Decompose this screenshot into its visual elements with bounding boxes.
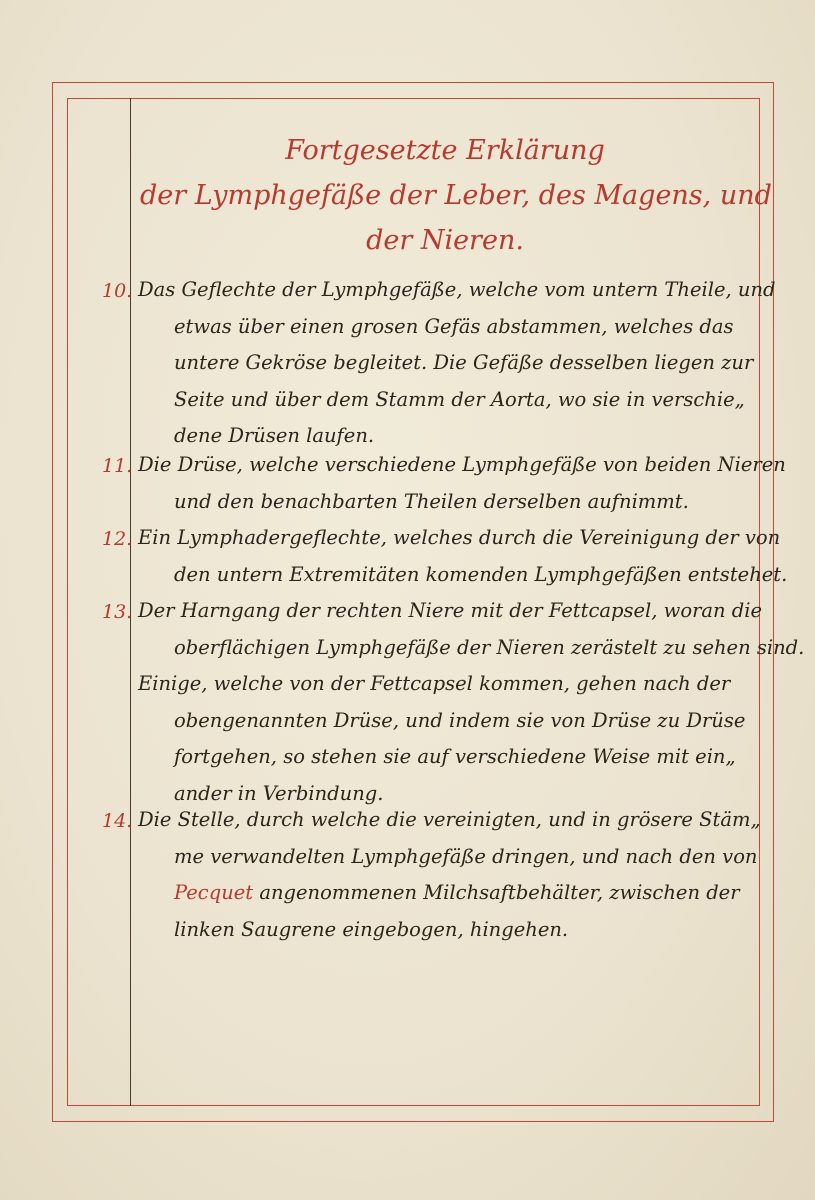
entry-number-13: 13. — [102, 601, 133, 623]
entry-10 — [138, 272, 776, 455]
entry-line: untere Gekröse begleitet. Die Gefäße desselben liegen zur — [174, 351, 754, 374]
entry-line: und den benachbarten Theilen derselben aufnimmt. — [174, 489, 689, 513]
entry-13 — [138, 593, 805, 812]
entry-11 — [138, 447, 786, 520]
entry-number-11: 11. — [102, 455, 133, 477]
title-line-1: Fortgesetzte Erklärung — [285, 135, 605, 166]
entry-line: linken Saugrene eingebogen, hingehen. — [174, 917, 569, 941]
name-pecquet: Pecquet — [174, 881, 254, 904]
entry-line: Die Drüse, welche verschiedene Lymphgefäße von beiden Nieren — [138, 453, 786, 476]
entry-number-14: 14. — [102, 810, 133, 832]
entry-line: Einige, welche von der Fettcapsel kommen, gehen nach der — [138, 672, 731, 695]
entry-line: Der Harngang der rechten Niere mit der Fettcapsel, woran die — [138, 599, 763, 622]
page-title — [140, 128, 772, 263]
entry-line: ander in Verbindung. — [174, 781, 384, 805]
entry-line: etwas über einen grosen Gefäs abstammen, welches das — [174, 314, 734, 338]
entry-line: oberflächigen Lymphgefäße der Nieren zerästelt zu sehen sind. — [174, 635, 805, 659]
entry-line: obengenannten Drüse, und indem sie von Drüse zu Drüse — [174, 708, 746, 732]
entry-line: me verwandelten Lymphgefäße dringen, und nach den von — [174, 844, 758, 868]
entry-12 — [138, 520, 788, 593]
entry-line: Ein Lymphadergeflechte, welches durch die Vereinigung der von — [138, 526, 781, 549]
title-line-3: der Nieren. — [366, 225, 524, 256]
entry-line-with-name: Pecquet angenommenen Milchsaftbehälter, zwischen der — [174, 881, 740, 904]
entry-line: fortgehen, so stehen sie auf verschiedene Weise mit ein„ — [174, 745, 736, 768]
entry-14 — [138, 802, 761, 948]
entry-line: dene Drüsen laufen. — [174, 424, 375, 447]
entry-line: den untern Extremitäten komenden Lymphgefäßen entstehet. — [174, 562, 788, 586]
title-line-2: der Lymphgefäße der Leber, des Magens, und — [140, 180, 772, 211]
entry-line: Die Stelle, durch welche die vereinigten, und in grösere Stäm„ — [138, 808, 761, 831]
entry-line: Seite und über dem Stamm der Aorta, wo sie in verschie„ — [174, 387, 745, 411]
entry-number-10: 10. — [102, 280, 133, 302]
entry-line: Das Geflechte der Lymphgefäße, welche vom untern Theile, und — [138, 278, 776, 301]
entry-number-12: 12. — [102, 528, 133, 550]
